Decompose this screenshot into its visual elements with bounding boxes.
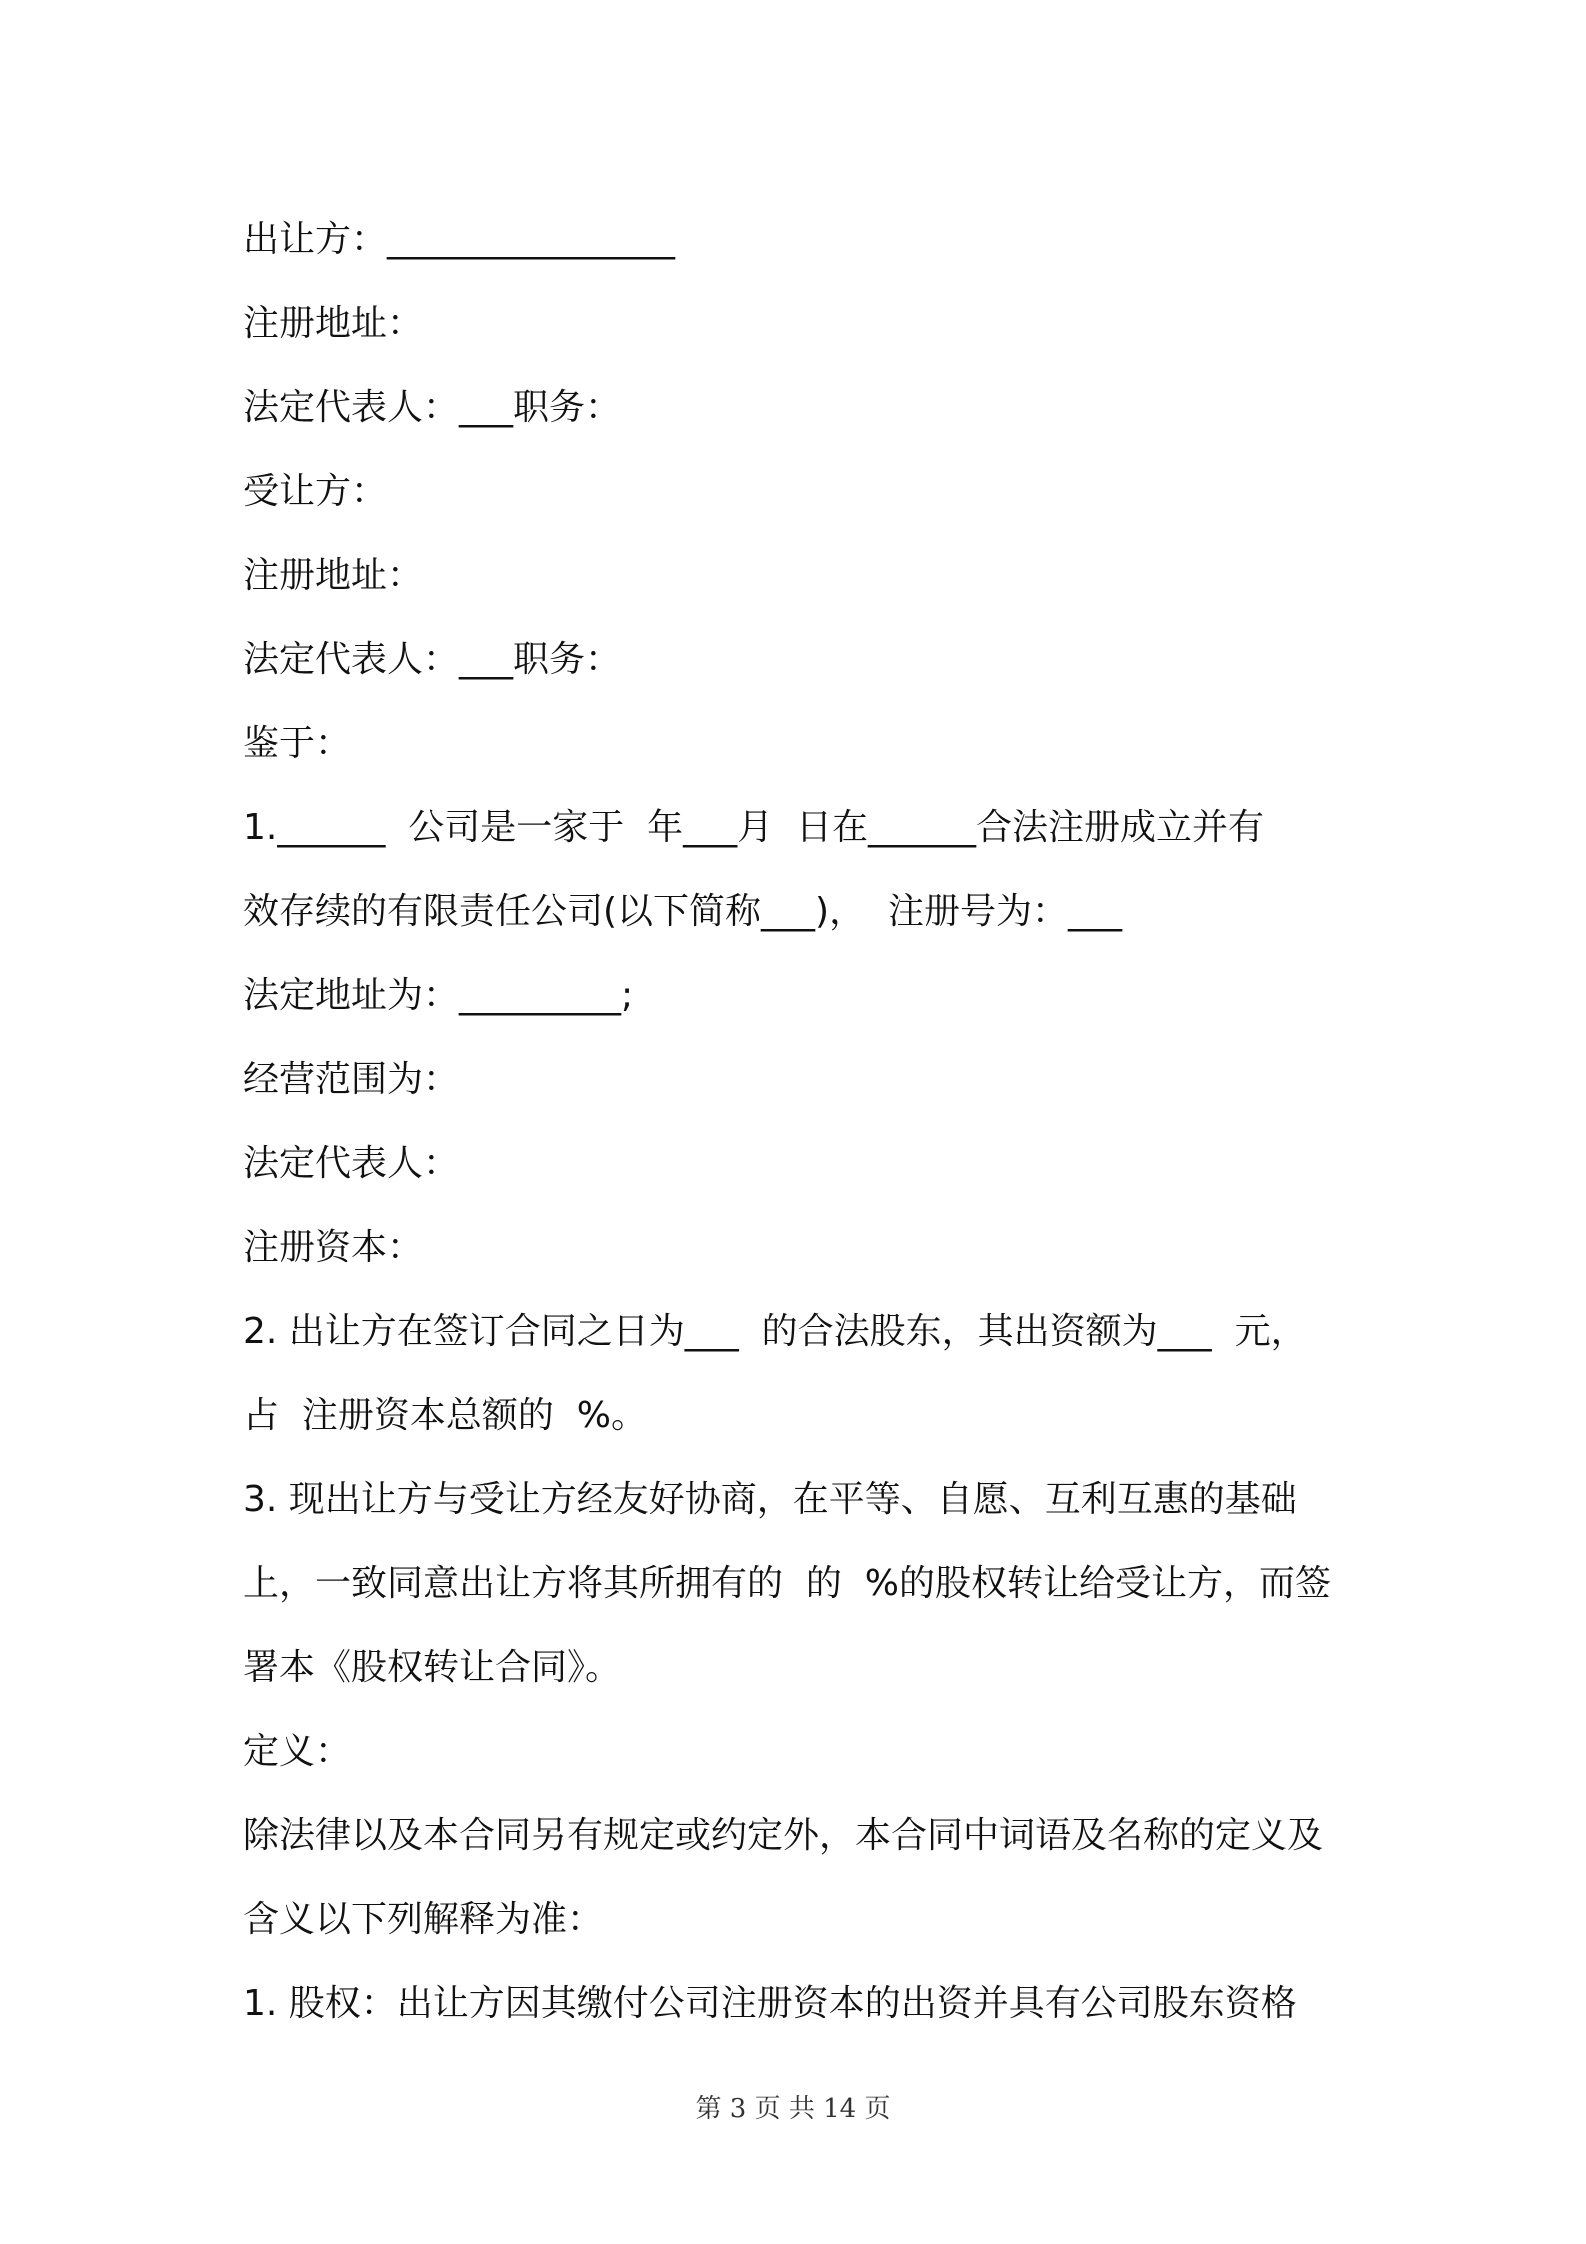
- registered-capital-line: 注册资本：: [243, 1227, 424, 1268]
- legal-address-line: 法定地址为：_________;: [243, 975, 634, 1016]
- transferee-line: 受让方：: [243, 471, 388, 512]
- business-scope-line: 经营范围为：: [243, 1059, 460, 1100]
- transferee-address-line: 注册地址：: [243, 555, 424, 596]
- definition-1-line-1: 1. 股权：出让方因其缴付公司注册资本的出资并具有公司股东资格: [243, 1983, 1297, 2024]
- recital-3-line-3: 署本《股权转让合同》。: [243, 1647, 622, 1688]
- definitions-heading: 定义：: [243, 1731, 352, 1772]
- definitions-intro-line-1: 除法律以及本合同另有规定或约定外，本合同中词语及名称的定义及: [243, 1815, 1324, 1856]
- document-body: [243, 198, 1363, 2046]
- transferor-representative-line: 法定代表人：___职务：: [243, 387, 622, 428]
- transferor-address-line: 注册地址：: [243, 303, 424, 344]
- definitions-intro-line-2: 含义以下列解释为准：: [243, 1899, 604, 1940]
- recital-2-line-1: 2. 出让方在签订合同之日为___ 的合法股东，其出资额为___ 元，: [243, 1311, 1307, 1352]
- whereas-heading: 鉴于：: [243, 723, 352, 764]
- recital-1-line-1: 1.______ 公司是一家于 年___月 日在______合法注册成立并有: [243, 807, 1265, 848]
- transferee-representative-line: 法定代表人：___职务：: [243, 639, 622, 680]
- transferor-line: 出让方：________________: [243, 219, 676, 260]
- company-representative-line: 法定代表人：: [243, 1143, 460, 1184]
- page-number-footer: 第 3 页 共 14 页: [695, 2094, 891, 2124]
- recital-2-line-2: 占 注册资本总额的 %。: [243, 1395, 647, 1436]
- recital-3-line-1: 3. 现出让方与受让方经友好协商，在平等、自愿、互利互惠的基础: [243, 1479, 1297, 1520]
- recital-1-line-2: 效存续的有限责任公司(以下简称___)， 注册号为：___: [243, 891, 1122, 932]
- recital-3-line-2: 上，一致同意出让方将其所拥有的 的 %的股权转让给受让方，而签: [243, 1563, 1331, 1604]
